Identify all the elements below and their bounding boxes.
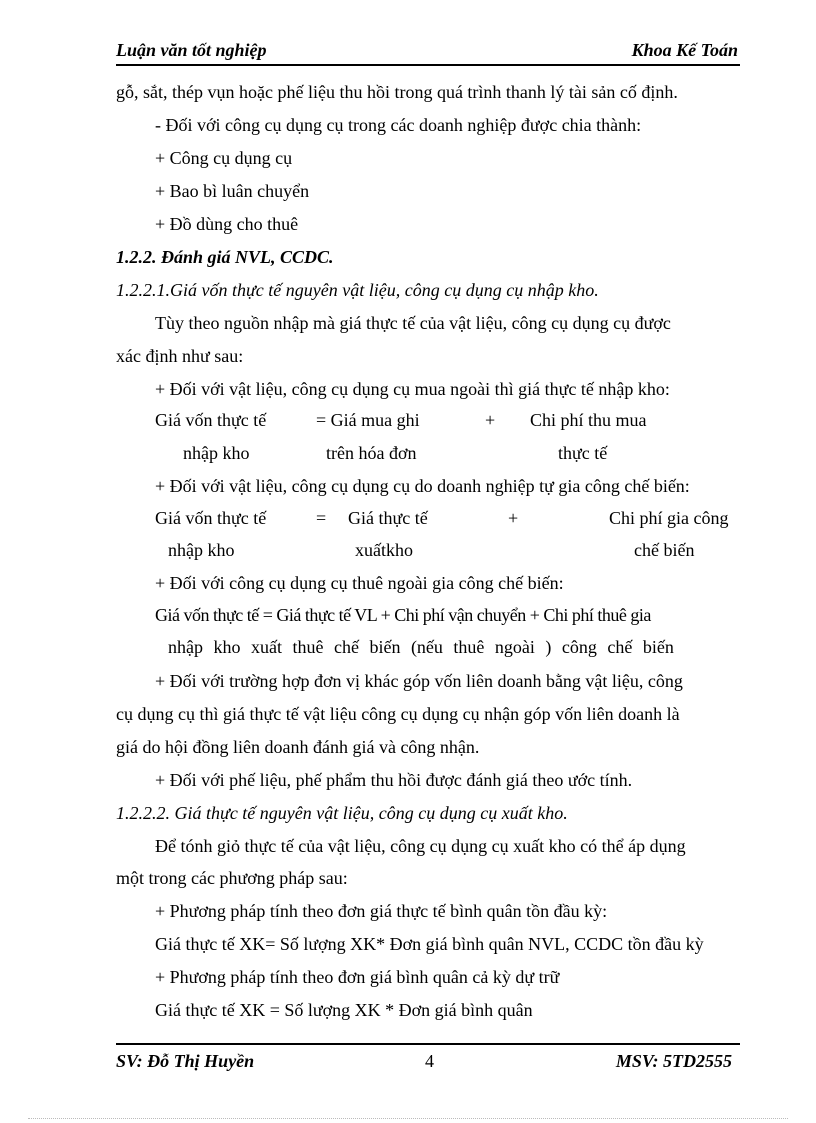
page-edge-divider: [28, 1118, 788, 1119]
text-line: + Đối với phế liệu, phế phẩm thu hồi được đánh giá theo ước tính.: [155, 770, 633, 790]
page-footer: [116, 1043, 740, 1075]
formula-operator: +: [508, 508, 519, 528]
formula-term: xuấtkho: [355, 540, 413, 560]
footer-student: SV: Đỗ Thị Huyền: [116, 1051, 255, 1071]
text-line: Tùy theo nguồn nhập mà giá thực tế của vật liệu, công cụ dụng cụ được: [155, 313, 671, 333]
page-header: [116, 38, 740, 66]
text-line: cụ dụng cụ thì giá thực tế vật liệu công cụ dụng cụ nhận góp vốn liên doanh là: [116, 704, 680, 724]
formula-operator: +: [485, 410, 496, 430]
subsection-heading: 1.2.2.1.Giá vốn thực tế nguyên vật liệu, công cụ dụng cụ nhập kho.: [116, 280, 599, 300]
formula-term: trên hóa đơn: [326, 443, 417, 463]
formula-line: Giá vốn thực tế = Giá thực tế VL + Chi phí vận chuyển + Chi phí thuê gia: [155, 605, 651, 625]
text-line: + Đối với vật liệu, công cụ dụng cụ mua ngoài thì giá thực tế nhập kho:: [155, 379, 670, 399]
list-item: + Bao bì luân chuyển: [155, 181, 310, 201]
subsection-heading: 1.2.2.2. Giá thực tế nguyên vật liệu, công cụ dụng cụ xuất kho.: [116, 803, 568, 823]
text-line: Để tónh giỏ thực tế của vật liệu, công cụ dụng cụ xuất kho có thể áp dụng: [155, 836, 686, 856]
list-item: + Công cụ dụng cụ: [155, 148, 293, 168]
formula-term: nhập kho: [168, 540, 235, 560]
text-line: - Đối với công cụ dụng cụ trong các doanh nghiệp được chia thành:: [155, 115, 642, 135]
footer-student-id: MSV: 5TD2555: [615, 1051, 732, 1071]
page-number: 4: [425, 1051, 434, 1071]
section-heading: 1.2.2. Đánh giá NVL, CCDC.: [116, 247, 334, 267]
list-item: + Đồ dùng cho thuê: [155, 214, 299, 234]
text-line: xác định như sau:: [116, 346, 244, 366]
formula-term: = Giá mua ghi: [316, 410, 420, 430]
text-line: + Phương pháp tính theo đơn giá thực tế bình quân tồn đầu kỳ:: [155, 901, 608, 921]
formula-term: Giá vốn thực tế: [155, 508, 267, 528]
formula-line: Giá thực tế XK= Số lượng XK* Đơn giá bình quân NVL, CCDC tồn đầu kỳ: [155, 934, 704, 954]
text-line: giá do hội đồng liên doanh đánh giá và công nhận.: [116, 737, 480, 757]
formula-term: Chi phí thu mua: [530, 410, 647, 430]
formula-term: Giá thực tế: [348, 508, 428, 528]
text-line: + Đối với trường hợp đơn vị khác góp vốn liên doanh bằng vật liệu, công: [155, 671, 683, 691]
formula-term: nhập kho: [183, 443, 250, 463]
formula-term: Giá vốn thực tế: [155, 410, 267, 430]
formula-line: Giá thực tế XK = Số lượng XK * Đơn giá bình quân: [155, 1000, 533, 1020]
formula-term: Chi phí gia công: [609, 508, 729, 528]
formula-term: chế biến: [634, 540, 695, 560]
text-line: gỗ, sắt, thép vụn hoặc phế liệu thu hồi trong quá trình thanh lý tài sản cố định.: [116, 82, 678, 102]
formula-line: nhập kho xuất thuê chế biến (nếu thuê ngoài ) công chế biến: [168, 637, 674, 657]
header-left: Luận văn tốt nghiệp: [116, 40, 267, 60]
header-right: Khoa Kế Toán: [631, 40, 738, 60]
formula-operator: =: [316, 508, 327, 528]
formula-term: thực tế: [558, 443, 608, 463]
text-line: + Đối với vật liệu, công cụ dụng cụ do doanh nghiệp tự gia công chế biến:: [155, 476, 690, 496]
text-line: + Phương pháp tính theo đơn giá bình quân cả kỳ dự trữ: [155, 967, 560, 987]
text-line: + Đối với công cụ dụng cụ thuê ngoài gia công chế biến:: [155, 573, 564, 593]
text-line: một trong các phương pháp sau:: [116, 868, 348, 888]
